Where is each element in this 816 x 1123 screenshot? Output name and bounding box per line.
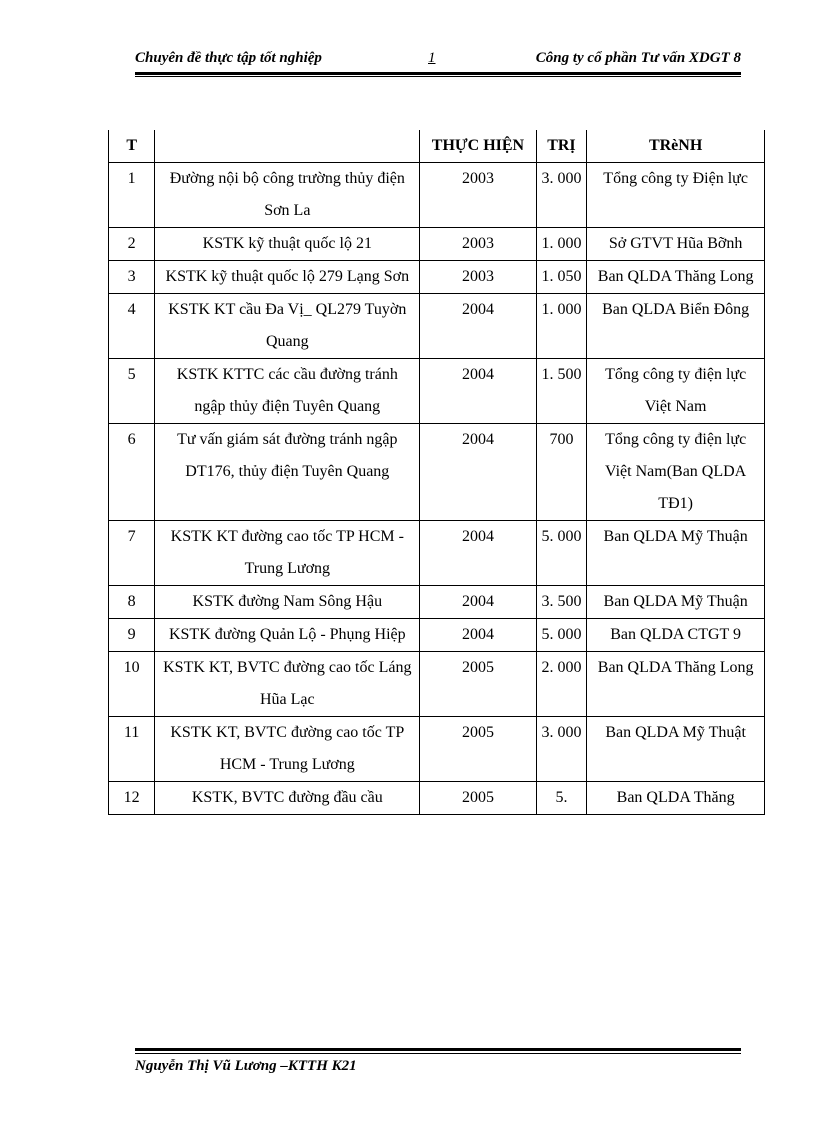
year-cell: 2004 bbox=[420, 359, 536, 424]
header-right-title: Công ty cổ phần Tư vấn XDGT 8 bbox=[535, 50, 741, 66]
col-header-year: THỰC HIỆN bbox=[420, 130, 536, 163]
owner-cell: Sở GTVT Hũa Bỡnh bbox=[587, 228, 765, 261]
row-number-cell: 9 bbox=[109, 619, 155, 652]
year-cell: 2004 bbox=[420, 619, 536, 652]
year-cell: 2004 bbox=[420, 424, 536, 521]
project-name-cell: KSTK KT cầu Đa Vị_ QL279 Tuyờn Quang bbox=[155, 294, 420, 359]
owner-cell: Ban QLDA Mỹ Thuật bbox=[587, 717, 765, 782]
value-cell: 3. 500 bbox=[536, 586, 587, 619]
table-row bbox=[109, 619, 765, 652]
year-cell: 2003 bbox=[420, 261, 536, 294]
header-rule-thick bbox=[135, 72, 741, 75]
header-rule-thin bbox=[135, 76, 741, 77]
header-left-title: Chuyên đề thực tập tốt nghiệp bbox=[135, 50, 322, 66]
project-name-cell: KSTK đường Quản Lộ - Phụng Hiệp bbox=[155, 619, 420, 652]
value-cell: 5. 000 bbox=[536, 619, 587, 652]
value-cell: 5. 000 bbox=[536, 521, 587, 586]
owner-cell: Tổng công ty điện lực Việt Nam(Ban QLDA TĐ1) bbox=[587, 424, 765, 521]
table-row bbox=[109, 163, 765, 228]
row-number-cell: 3 bbox=[109, 261, 155, 294]
col-header-name bbox=[155, 130, 420, 163]
table-row bbox=[109, 294, 765, 359]
owner-cell: Ban QLDA Mỹ Thuận bbox=[587, 521, 765, 586]
col-header-value: TRỊ bbox=[536, 130, 587, 163]
table-row bbox=[109, 652, 765, 717]
owner-cell: Ban QLDA Thăng Long bbox=[587, 652, 765, 717]
year-cell: 2004 bbox=[420, 294, 536, 359]
row-number-cell: 11 bbox=[109, 717, 155, 782]
project-name-cell: Đường nội bộ công trường thủy điện Sơn La bbox=[155, 163, 420, 228]
table-row bbox=[109, 782, 765, 815]
footer-rule-thick bbox=[135, 1048, 741, 1051]
project-name-cell: KSTK KTTC các cầu đường tránh ngập thủy điện Tuyên Quang bbox=[155, 359, 420, 424]
row-number-cell: 6 bbox=[109, 424, 155, 521]
value-cell: 3. 000 bbox=[536, 717, 587, 782]
table-row bbox=[109, 228, 765, 261]
value-cell: 5. bbox=[536, 782, 587, 815]
year-cell: 2005 bbox=[420, 717, 536, 782]
col-header-no: T bbox=[109, 130, 155, 163]
row-number-cell: 4 bbox=[109, 294, 155, 359]
value-cell: 3. 000 bbox=[536, 163, 587, 228]
row-number-cell: 5 bbox=[109, 359, 155, 424]
row-number-cell: 10 bbox=[109, 652, 155, 717]
col-header-owner: TRèNH bbox=[587, 130, 765, 163]
footer-rule-thin bbox=[135, 1053, 741, 1054]
project-table-wrapper bbox=[108, 130, 765, 815]
owner-cell: Ban QLDA Mỹ Thuận bbox=[587, 586, 765, 619]
value-cell: 1. 500 bbox=[536, 359, 587, 424]
table-row bbox=[109, 359, 765, 424]
year-cell: 2005 bbox=[420, 782, 536, 815]
project-name-cell: KSTK đường Nam Sông Hậu bbox=[155, 586, 420, 619]
row-number-cell: 12 bbox=[109, 782, 155, 815]
year-cell: 2004 bbox=[420, 521, 536, 586]
year-cell: 2004 bbox=[420, 586, 536, 619]
project-table bbox=[108, 130, 765, 815]
project-name-cell: KSTK kỹ thuật quốc lộ 279 Lạng Sơn bbox=[155, 261, 420, 294]
page-header bbox=[135, 50, 741, 70]
value-cell: 1. 050 bbox=[536, 261, 587, 294]
table-row bbox=[109, 261, 765, 294]
value-cell: 1. 000 bbox=[536, 228, 587, 261]
table-row bbox=[109, 424, 765, 521]
project-name-cell: Tư vấn giám sát đường tránh ngập DT176, thủy điện Tuyên Quang bbox=[155, 424, 420, 521]
value-cell: 700 bbox=[536, 424, 587, 521]
project-name-cell: KSTK KT đường cao tốc TP HCM - Trung Lương bbox=[155, 521, 420, 586]
year-cell: 2003 bbox=[420, 163, 536, 228]
value-cell: 1. 000 bbox=[536, 294, 587, 359]
project-name-cell: KSTK, BVTC đường đầu cầu bbox=[155, 782, 420, 815]
page-number: 1 bbox=[428, 50, 436, 66]
owner-cell: Ban QLDA Thăng bbox=[587, 782, 765, 815]
year-cell: 2005 bbox=[420, 652, 536, 717]
page-footer: Nguyễn Thị Vũ Lương –KTTH K21 bbox=[135, 1058, 357, 1074]
owner-cell: Ban QLDA Biển Đông bbox=[587, 294, 765, 359]
table-header-row bbox=[109, 130, 765, 163]
owner-cell: Ban QLDA Thăng Long bbox=[587, 261, 765, 294]
year-cell: 2003 bbox=[420, 228, 536, 261]
project-name-cell: KSTK KT, BVTC đường cao tốc TP HCM - Trung Lương bbox=[155, 717, 420, 782]
owner-cell: Ban QLDA CTGT 9 bbox=[587, 619, 765, 652]
table-body bbox=[109, 163, 765, 815]
row-number-cell: 7 bbox=[109, 521, 155, 586]
row-number-cell: 1 bbox=[109, 163, 155, 228]
project-name-cell: KSTK KT, BVTC đường cao tốc Láng Hũa Lạc bbox=[155, 652, 420, 717]
table-row bbox=[109, 521, 765, 586]
owner-cell: Tổng công ty Điện lực bbox=[587, 163, 765, 228]
owner-cell: Tổng công ty điện lực Việt Nam bbox=[587, 359, 765, 424]
project-name-cell: KSTK kỹ thuật quốc lộ 21 bbox=[155, 228, 420, 261]
row-number-cell: 2 bbox=[109, 228, 155, 261]
table-row bbox=[109, 717, 765, 782]
table-row bbox=[109, 586, 765, 619]
row-number-cell: 8 bbox=[109, 586, 155, 619]
value-cell: 2. 000 bbox=[536, 652, 587, 717]
